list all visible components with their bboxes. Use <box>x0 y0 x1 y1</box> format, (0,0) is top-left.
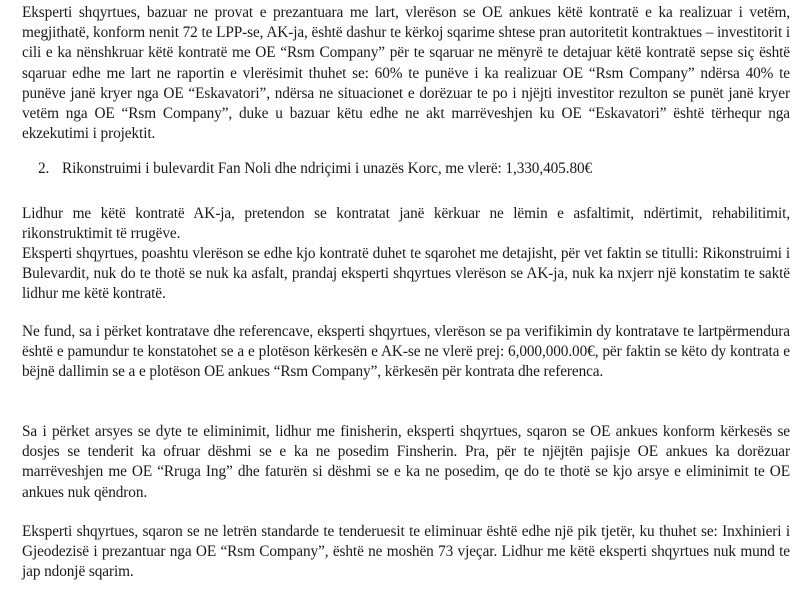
conclusion-paragraph: Ne fund, sa i përket kontratave dhe referencave, eksperti shqyrtues, vlerëson se pa verifikimin dy kontratave te lartpërmendura është e pamundur te konstatohet se a e plotëson kërkesën e AK-se ne vlerë prej: 6,000,000.00€, për faktin se këto dy kontrata e bëjnë dallimin se a e plotëson OE ankues “Rsm Company”, kërkesën për kontrata dhe referenca. <box>22 323 790 381</box>
item-text: Rikonstruimi i bulevardit Fan Noli dhe ndriçimi i unazës Korc, me vlerë: 1,330,405.80€ <box>62 160 593 177</box>
finisher-reason-paragraph: Sa i përket arsyes se dyte te eliminimit, lidhur me finisherin, eksperti shqyrtues, sqaron se OE ankues konform kërkesës se dosjes se tenderit ka ofruar dëshmi se e ka ne posedim Finsherin. Pra, për te njëjtën pajisje OE ankues ka dorëzuar marrëveshjen me OE “Rruga Ing” dhe faturën si dëshmi se e ka ne posedim, qe do te thotë se kjo arsye e eliminimit te OE ankues nuk qëndron. <box>22 423 790 501</box>
numbered-item-2 <box>38 159 790 179</box>
expert-assessment-paragraph: Eksperti shqyrtues, poashtu vlerëson se edhe kjo kontratë duhet te sqarohet me detajisht, për vet faktin se titulli: Rikonstruimi i Bulevardit, nuk do te thotë se nuk ka asfalt, prandaj eksperti shqyrtues vlerëson se AK-ja, nuk ka nxjerr një konstatim te saktë lidhur me këtë kontratë. <box>22 245 790 303</box>
intro-paragraph: Eksperti shqyrtues, bazuar ne provat e prezantuara me lart, vlerëson se OE ankues këtë kontratë e ka realizuar i vetëm, megjithatë, konform nenit 72 te LPP-se, AK-ja, është dashur te kërkoj sqarime shtese pran autoritetit kontraktues – investitorit i cili e ka nënshkruar këtë kontratë me OE “Rsm Company” për te sqaruar ne mënyrë te detajuar këtë kontratë sepse siç është sqaruar edhe me lart ne raportin e vlerësimit thuhet se: 60% te punëve i ka realizuar OE “Rsm Company” ndërsa 40% te punëve janë kryer nga OE “Eskavatori”, ndërsa ne situacionet e dorëzuar te po i njëjti investitor rezulton se punët janë kryer vetëm nga OE “Rsm Company”, duke u bazuar këtu edhe ne akt marrëveshjen ku OE “Eskavatori” është tërhequr nga ekzekutimi i projektit. <box>22 4 790 143</box>
item-number: 2. <box>38 160 50 177</box>
ak-claim-paragraph: Lidhur me këtë kontratë AK-ja, pretendon se kontratat janë kërkuar ne lëmin e asfaltimit, ndërtimit, rehabilitimit, rikonstruktimit të rrugëve. <box>22 205 790 243</box>
standard-letter-paragraph: Eksperti shqyrtues, sqaron se ne letrën standarde te tenderuesit te eliminuar është edhe një pik tjetër, ku thuhet se: Inxhinieri i Gjeodezisë i prezantuar nga OE “Rsm Company”, është ne moshën 73 vjeçar. Lidhur me këtë eksperti shqyrtues nuk mund te jap ndonjë sqarim. <box>22 523 790 581</box>
